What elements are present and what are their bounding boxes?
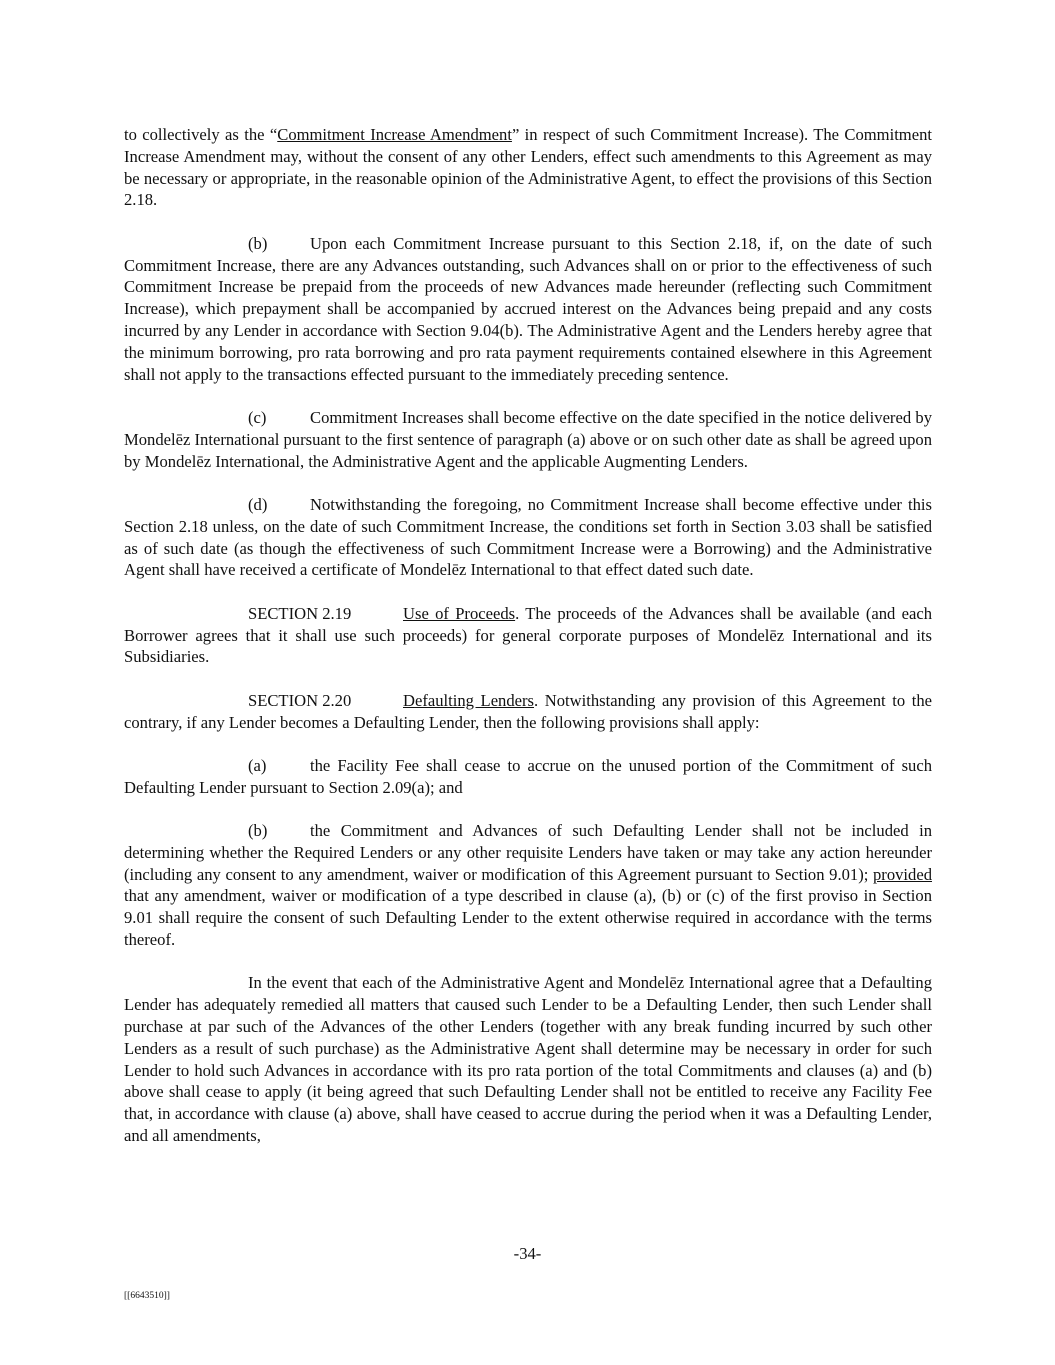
- proviso-term: provided: [873, 864, 932, 884]
- defined-term: Commitment Increase Amendment: [277, 125, 512, 144]
- clause-text: that any amendment, waiver or modification of a type described in clause (a), (b) or (c) of the first proviso in Section 9.01 shall require the consent of such Defaulting Lender to the extent otherwise required in accordance with the terms thereof.: [124, 886, 932, 950]
- clause-label: (d): [248, 494, 268, 514]
- paragraph-commitment-increase-amendment: [124, 124, 932, 211]
- section-heading: Defaulting Lenders: [403, 690, 535, 710]
- section-number: SECTION 2.19: [248, 603, 352, 623]
- text: ” in respect of such Commitment Increase). The Commitment Increase Amendment may, without the consent of any other Lenders, effect such amendments to this Agreement as may be necessary or appropriate, in the reasonable opinion of the Administrative Agent, to effect the provisions of this Section 2.18.: [124, 125, 932, 210]
- clause-text: the Commitment and Advances of such Defaulting Lender shall not be included in determining whether the Required Lenders or any other requisite Lenders have taken or may take any action hereunder (including any consent to any amendment, waiver or modification of this Agreement pursuant to Section 9.01);: [124, 821, 932, 884]
- paragraph-text: In the event that each of the Administrative Agent and Mondelēz International agree that a Defaulting Lender has adequately remedied all matters that caused such Lender to be a Defaulting Lender, then such Lender shall purchase at par such of the Advances of the other Lenders (together with any break funding incurred by such other Lenders as a result of such purchase) as the Administrative Agent shall determine may be necessary in order for such Lender to hold such Advances in accordance with its pro rata portion of the total Commitments and clauses (a) and (b) above shall cease to apply (it being agreed that such Defaulting Lender shall not be entitled to receive any Facility Fee that, in accordance with clause (a) above, shall have ceased to accrue during the period when it was a Defaulting Lender, and all amendments,: [124, 973, 932, 1146]
- clause-label: (b): [248, 233, 268, 253]
- paragraph-2-20-b: [124, 820, 932, 951]
- paragraph-2-18-d: [124, 494, 932, 581]
- clause-label: (b): [248, 821, 268, 841]
- document-id: [[6643510]]: [124, 1291, 170, 1301]
- section-heading: Use of Proceeds: [403, 603, 516, 623]
- document-body: [124, 124, 932, 1168]
- clause-text: Notwithstanding the foregoing, no Commitment Increase shall become effective under this Section 2.18 unless, on the date of such Commitment Increase, the conditions set forth in Section 3.03 shall be satisfied as of such date (as though the effectiveness of such Commitment Increase were a Borrowing) and the Administrative Agent shall have received a certificate of Mondelēz International to that effect dated such date.: [124, 494, 932, 580]
- page-number: -34-: [513, 1244, 542, 1263]
- clause-label: (c): [248, 407, 267, 427]
- paragraph-remedy: [124, 972, 932, 1146]
- paragraph-2-18-c: [124, 407, 932, 472]
- paragraph-2-18-b: [124, 233, 932, 386]
- section-number: SECTION 2.20: [248, 690, 352, 710]
- section-text: . Notwithstanding any provision of this Agreement to the contrary, if any Lender becomes a Defaulting Lender, then the following provisions shall apply:: [124, 690, 932, 732]
- text: to collectively as the “: [124, 125, 278, 144]
- clause-text: Upon each Commitment Increase pursuant to this Section 2.18, if, on the date of such Commitment Increase, there are any Advances outstanding, such Advances shall on or prior to the effectiveness of such Commitment Increase be prepaid from the proceeds of new Advances made hereunder (reflecting such Commitment Increase), which prepayment shall be accompanied by accrued interest on the Advances being prepaid and any costs incurred by any Lender in accordance with Section 9.04(b). The Administrative Agent and the Lenders hereby agree that the minimum borrowing, pro rata borrowing and pro rata payment requirements contained elsewhere in this Agreement shall not apply to the transactions effected pursuant to the immediately preceding sentence.: [124, 233, 932, 384]
- section-2-20: [124, 690, 932, 734]
- clause-text: the Facility Fee shall cease to accrue on the unused portion of the Commitment of such Defaulting Lender pursuant to Section 2.09(a); and: [124, 755, 932, 797]
- paragraph-2-20-a: [124, 755, 932, 799]
- section-2-19: [124, 603, 932, 668]
- section-text: . The proceeds of the Advances shall be available (and each Borrower agrees that it shall use such proceeds) for general corporate purposes of Mondelēz International and its Subsidiaries.: [124, 603, 932, 667]
- clause-text: Commitment Increases shall become effective on the date specified in the notice delivered by Mondelēz International pursuant to the first sentence of paragraph (a) above or on such other date as shall be agreed upon by Mondelēz International, the Administrative Agent and the applicable Augmenting Lenders.: [124, 407, 932, 471]
- clause-label: (a): [248, 755, 267, 775]
